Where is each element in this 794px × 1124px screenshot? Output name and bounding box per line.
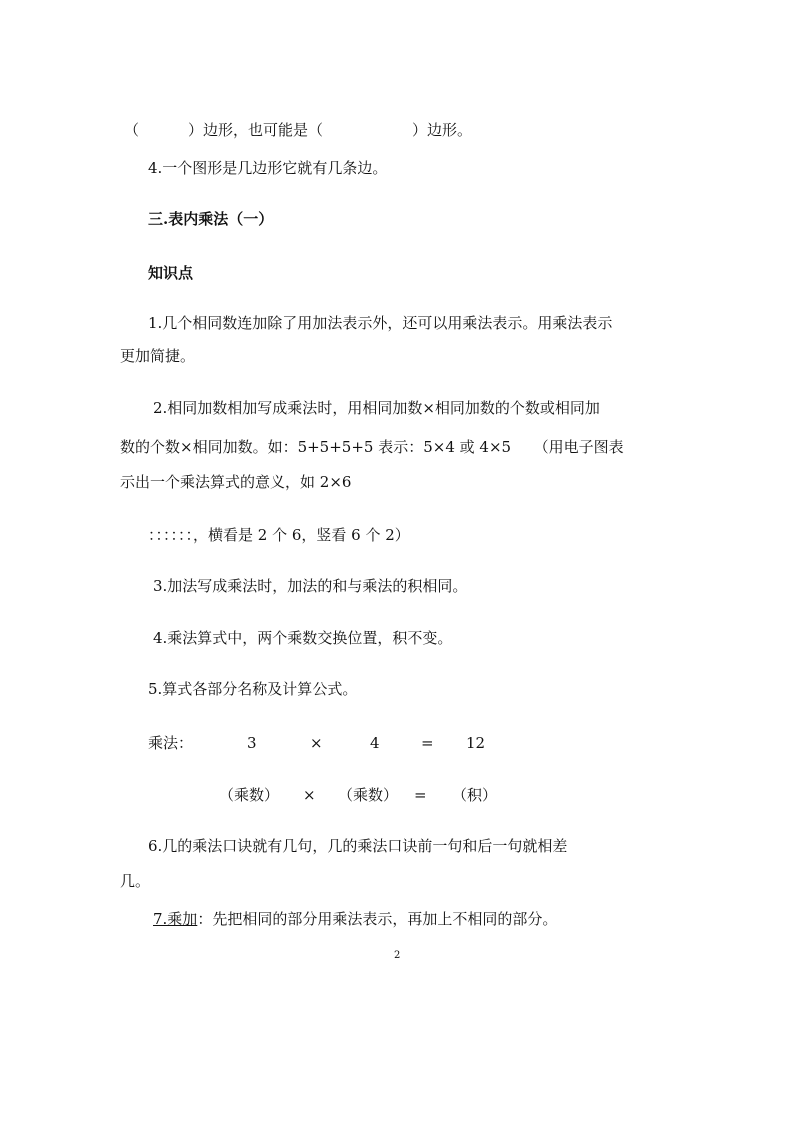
point-7-term: 7.乘加 (153, 910, 198, 928)
formula-name-factor-a: （乘数） (219, 786, 280, 804)
section-subtitle: 知识点 (148, 264, 194, 282)
paren-text-2: ）边形。 (412, 121, 473, 139)
section-title: 三.表内乘法（一） (148, 210, 274, 228)
formula-label: 乘法： (148, 734, 194, 752)
formula-factor-b: 4 (370, 734, 380, 752)
formula-name-factor-b: （乘数） (338, 786, 399, 804)
point-6-line-1: 6.几的乘法口诀就有几句，几的乘法口诀前一句和后一句就相差 (148, 837, 568, 855)
point-1-line-2: 更加简捷。 (120, 347, 196, 365)
formula-times: × (310, 734, 323, 752)
item-4-polygon: 4.一个图形是几边形它就有几条边。 (148, 159, 388, 177)
point-7-text: ：先把相同的部分用乘法表示，再加上不相同的部分。 (197, 910, 558, 928)
point-3: 3.加法写成乘法时，加法的和与乘法的积相同。 (153, 577, 468, 595)
formula-name-equals: = (414, 786, 427, 804)
paren-text-1: ）边形，也可能是（ (188, 121, 324, 139)
formula-factor-a: 3 (247, 734, 257, 752)
point-2-line-1: 2.相同加数相加写成乘法时，用相同加数×相同加数的个数或相同加 (153, 399, 600, 417)
formula-equals: = (421, 734, 434, 752)
point-2-line-4: ：：：：：：，横看是 2 个 6，竖看 6 个 2） (148, 526, 410, 544)
paren-open-1: （ (124, 121, 140, 139)
point-7 (153, 909, 557, 929)
formula-name-times: × (303, 786, 316, 804)
point-2-line-3: 示出一个乘法算式的意义，如 2×6 (120, 473, 352, 491)
point-2-line-2: 数的个数×相同加数。如：5+5+5+5 表示：5×4 或 4×5 （用电子图表 (120, 438, 624, 456)
formula-name-product: （积） (452, 786, 498, 804)
point-4: 4.乘法算式中，两个乘数交换位置，积不变。 (153, 629, 453, 647)
point-1-line-1: 1.几个相同数连加除了用加法表示外，还可以用乘法表示。用乘法表示 (148, 314, 613, 332)
point-5: 5.算式各部分名称及计算公式。 (148, 680, 358, 698)
formula-product: 12 (466, 734, 486, 752)
page-number: 2 (394, 950, 401, 961)
point-6-line-2: 几。 (120, 872, 151, 890)
